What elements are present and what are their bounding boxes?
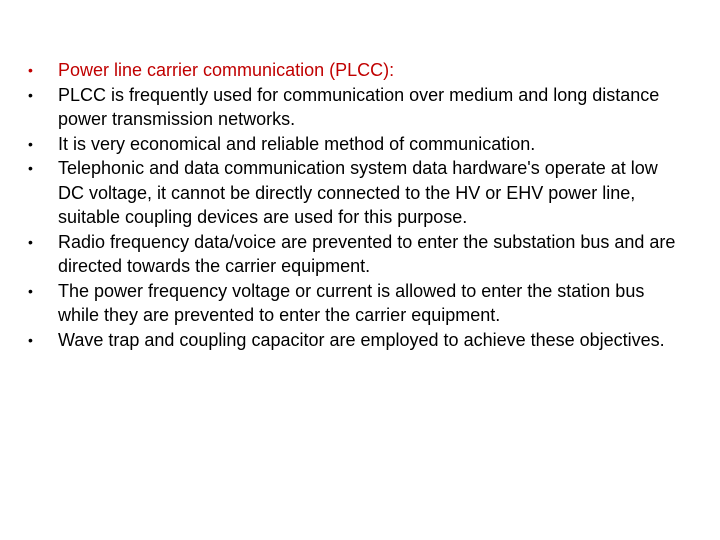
bullet-icon: •	[28, 135, 33, 152]
bullet-item	[28, 83, 688, 132]
bullet-list	[28, 58, 688, 352]
bullet-icon: •	[28, 160, 33, 176]
bullet-item	[28, 279, 688, 328]
bullet-text: Telephonic and data communication system data hardware's operate at low DC voltage, it cannot be directly connected to the HV or EHV power line, suitable coupling devices are used for this purpose.	[58, 158, 658, 227]
bullet-text: The power frequency voltage or current is allowed to enter the station bus while they are prevented to enter the carrier equipment.	[58, 280, 645, 325]
bullet-item	[28, 328, 688, 353]
bullet-icon: •	[28, 62, 33, 78]
bullet-icon: •	[28, 331, 33, 348]
bullet-item	[28, 230, 688, 279]
bullet-icon: •	[28, 233, 33, 250]
bullet-text: Radio frequency data/voice are prevented to enter the substation bus and are directed towards the carrier equipment.	[58, 231, 676, 276]
bullet-item	[28, 132, 688, 157]
bullet-text: Power line carrier communication (PLCC):	[58, 60, 395, 80]
bullet-icon: •	[28, 282, 33, 299]
bullet-item-heading	[28, 58, 688, 83]
bullet-icon: •	[28, 86, 33, 103]
bullet-item	[28, 156, 688, 230]
bullet-text: PLCC is frequently used for communication over medium and long distance power transmission networks.	[58, 84, 660, 129]
bullet-text: It is very economical and reliable method of communication.	[58, 133, 536, 154]
bullet-text: Wave trap and coupling capacitor are employed to achieve these objectives.	[58, 329, 665, 350]
